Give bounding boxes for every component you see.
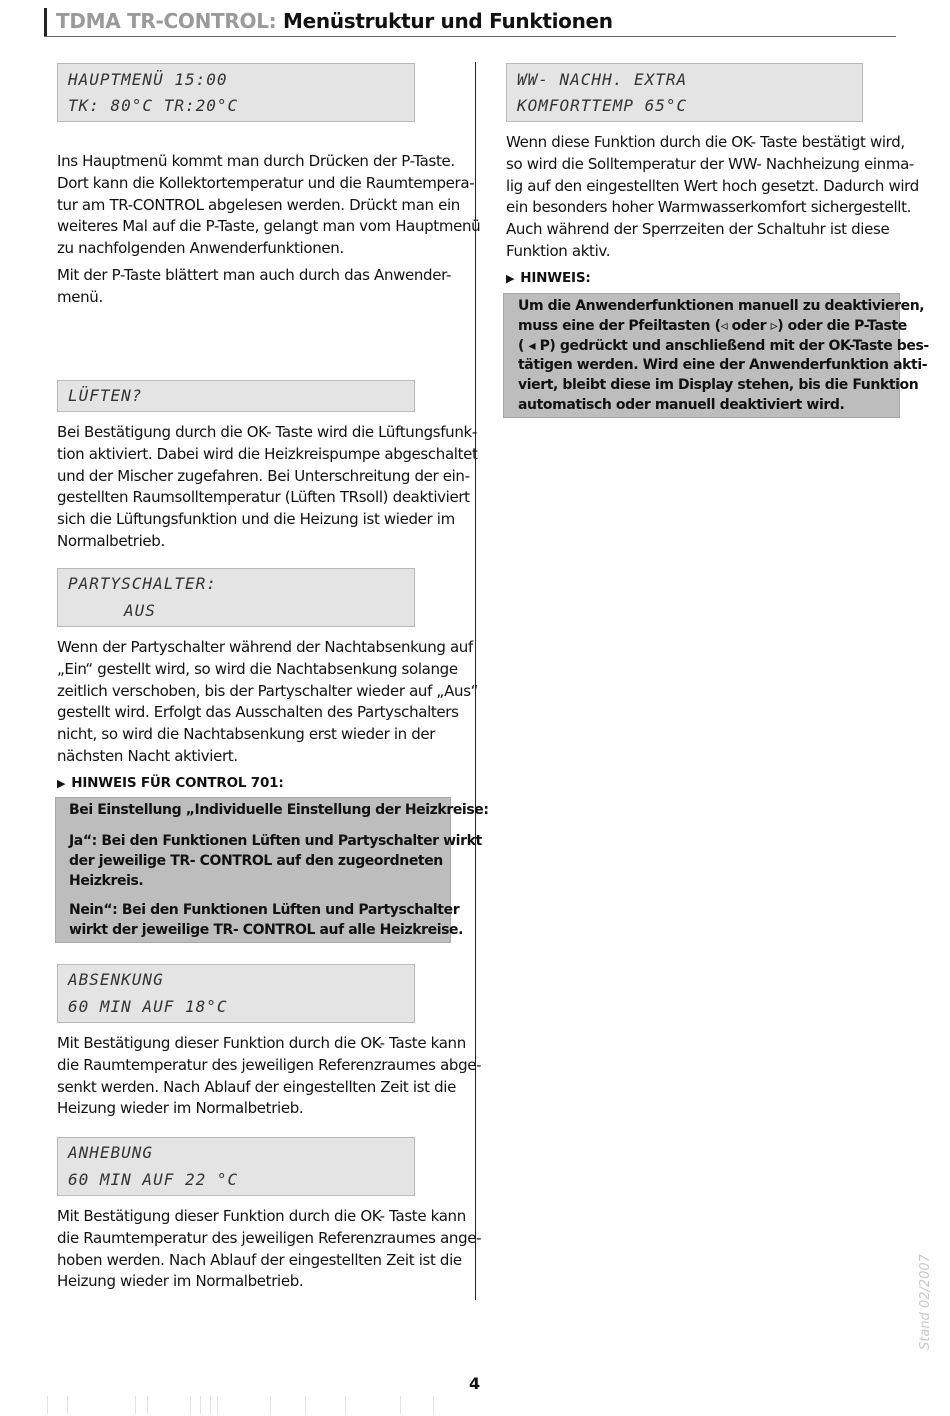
display-line: ABSENKUNG <box>68 970 164 989</box>
paragraph-lueften <box>57 422 478 553</box>
text-line: Funktion aktiv. <box>506 241 611 260</box>
text-line: gestellten Raumsolltemperatur (Lüften TRsoll) deaktiviert <box>57 488 470 507</box>
text-line: nächsten Nacht aktiviert. <box>57 746 238 765</box>
header-bar <box>44 8 47 36</box>
text-line: Bei Bestätigung durch die OK- Taste wird die Lüftungsfunk- <box>57 423 477 441</box>
paragraph-anwendermenue <box>57 265 451 309</box>
note-heading-text: HINWEIS FÜR CONTROL 701: <box>71 775 284 791</box>
note-text-line: Um die Anwenderfunktionen manuell zu deaktivieren, <box>518 298 925 314</box>
text-line: so wird die Solltemperatur der WW- Nachheizung einma- <box>506 154 914 173</box>
text-line: die Raumtemperatur des jeweiligen Referenzraumes ange- <box>57 1228 482 1247</box>
display-line: HAUPTMENÜ 15:00 <box>68 70 228 89</box>
page-title <box>56 9 613 33</box>
text-line: sich die Lüftungsfunktion und die Heizung ist wieder im <box>57 510 455 529</box>
display-line: 60 MIN AUF 18°C <box>68 997 228 1016</box>
text-line: senkt werden. Nach Ablauf der eingestellten Zeit ist die <box>57 1077 456 1096</box>
stand-date: Stand 02/2007 <box>918 1254 933 1350</box>
note-text-line: wirkt der jeweilige TR- CONTROL auf alle Heizkreise. <box>69 922 464 938</box>
display-line: LÜFTEN? <box>68 386 143 405</box>
paragraph-anhebung <box>57 1206 481 1293</box>
text-line: hoben werden. Nach Ablauf der eingestellten Zeit ist die <box>57 1250 462 1269</box>
footer-marks <box>45 1396 445 1414</box>
text-line: Mit der P-Taste blättert man auch durch das Anwender- <box>57 266 452 284</box>
page-title-prefix: TDMA TR-CONTROL: <box>56 9 277 33</box>
text-line: gestellt wird. Erfolgt das Ausschalten des Partyschalters <box>57 703 459 722</box>
paragraph-absenkung <box>57 1033 481 1120</box>
note-text-line: Bei Einstellung „Individuelle Einstellung der Heizkreise: <box>69 802 489 818</box>
display-lueften <box>57 380 415 412</box>
note-text-line: automatisch oder manuell deaktiviert wird. <box>518 397 845 413</box>
text-line: tion aktiviert. Dabei wird die Heizkreispumpe abgeschaltet <box>57 444 478 463</box>
text-line: die Raumtemperatur des jeweiligen Referenzraumes abge- <box>57 1055 482 1074</box>
text-line: menü. <box>57 287 103 306</box>
page-number: 4 <box>469 1374 481 1393</box>
note-text-line: Nein“: Bei den Funktionen Lüften und Partyschalter <box>69 902 460 918</box>
text-line: zu nachfolgenden Anwenderfunktionen. <box>57 239 344 258</box>
text-line: Mit Bestätigung dieser Funktion durch die OK- Taste kann <box>57 1034 466 1052</box>
display-line: WW- NACHH. EXTRA <box>517 70 688 89</box>
display-line: 60 MIN AUF 22 °C <box>68 1170 239 1189</box>
note-box-control701 <box>55 797 489 943</box>
text-line: Heizung wieder im Normalbetrieb. <box>57 1099 304 1118</box>
text-line: Auch während der Sperrzeiten der Schaltuhr ist diese <box>506 220 890 239</box>
text-line: lig auf den eingestellten Wert hoch gesetzt. Dadurch wird <box>506 176 919 195</box>
paragraph-ww-nachheizung <box>506 132 919 263</box>
text-line: „Ein“ gestellt wird, so wird die Nachtabsenkung solange <box>57 659 458 678</box>
display-hauptmenue <box>57 63 415 122</box>
note-heading-control701 <box>57 775 284 791</box>
text-line: Ins Hauptmenü kommt man durch Drücken der P-Taste. <box>57 152 455 170</box>
note-box-hinweis <box>503 293 929 418</box>
note-text-line: tätigen werden. Wird eine der Anwenderfunktion akti- <box>518 357 928 373</box>
display-line: PARTYSCHALTER: <box>68 574 217 593</box>
text-line: tur am TR-CONTROL abgelesen werden. Drückt man ein <box>57 195 460 214</box>
page-title-main: Menüstruktur und Funktionen <box>283 9 613 33</box>
text-line: Wenn diese Funktion durch die OK- Taste bestätigt wird, <box>506 133 905 151</box>
display-anhebung <box>57 1137 415 1196</box>
note-text-line: ( ◂ P) gedrückt und anschließend mit der OK-Taste bes- <box>518 338 929 354</box>
note-heading-text: HINWEIS: <box>520 270 591 286</box>
page-header <box>44 8 896 37</box>
text-line: Mit Bestätigung dieser Funktion durch die OK- Taste kann <box>57 1207 466 1225</box>
display-line: ANHEBUNG <box>68 1143 154 1162</box>
text-line: Heizung wieder im Normalbetrieb. <box>57 1272 304 1291</box>
paragraph-hauptmenue <box>57 151 480 260</box>
display-ww-nachheizung <box>506 63 863 122</box>
text-line: und der Mischer zugefahren. Bei Unterschreitung der ein- <box>57 466 470 485</box>
text-line: ein besonders hoher Warmwasserkomfort sichergestellt. <box>506 198 912 217</box>
note-heading-hinweis <box>506 270 591 286</box>
text-line: Dort kann die Kollektortemperatur und die Raumtempera- <box>57 173 475 192</box>
display-absenkung <box>57 964 415 1023</box>
display-line: AUS <box>124 601 156 620</box>
note-text-line: muss eine der Pfeiltasten (◃ oder ▹) oder die P-Taste <box>518 318 907 334</box>
note-text-line: Heizkreis. <box>69 873 144 889</box>
text-line: weiteres Mal auf die P-Taste, gelangt man vom Hauptmenü <box>57 217 481 236</box>
text-line: Wenn der Partyschalter während der Nachtabsenkung auf <box>57 638 473 656</box>
text-line: Normalbetrieb. <box>57 531 165 550</box>
text-line: zeitlich verschoben, bis der Partyschalter wieder auf „Aus“ <box>57 681 479 700</box>
filled-arrow-right-icon: ▶ <box>506 272 515 285</box>
text-line: nicht, so wird die Nachtabsenkung erst wieder in der <box>57 725 436 744</box>
filled-arrow-right-icon: ▶ <box>57 777 66 790</box>
paragraph-partyschalter <box>57 637 478 768</box>
note-text-line: Ja“: Bei den Funktionen Lüften und Partyschalter wirkt <box>69 833 482 849</box>
note-text-line: der jeweilige TR- CONTROL auf den zugeordneten <box>69 853 443 869</box>
display-line: KOMFORTTEMP 65°C <box>517 96 688 115</box>
display-partyschalter <box>57 568 415 627</box>
note-text-line: viert, bleibt diese im Display stehen, bis die Funktion <box>518 377 919 393</box>
display-line: TK: 80°C TR:20°C <box>68 96 239 115</box>
